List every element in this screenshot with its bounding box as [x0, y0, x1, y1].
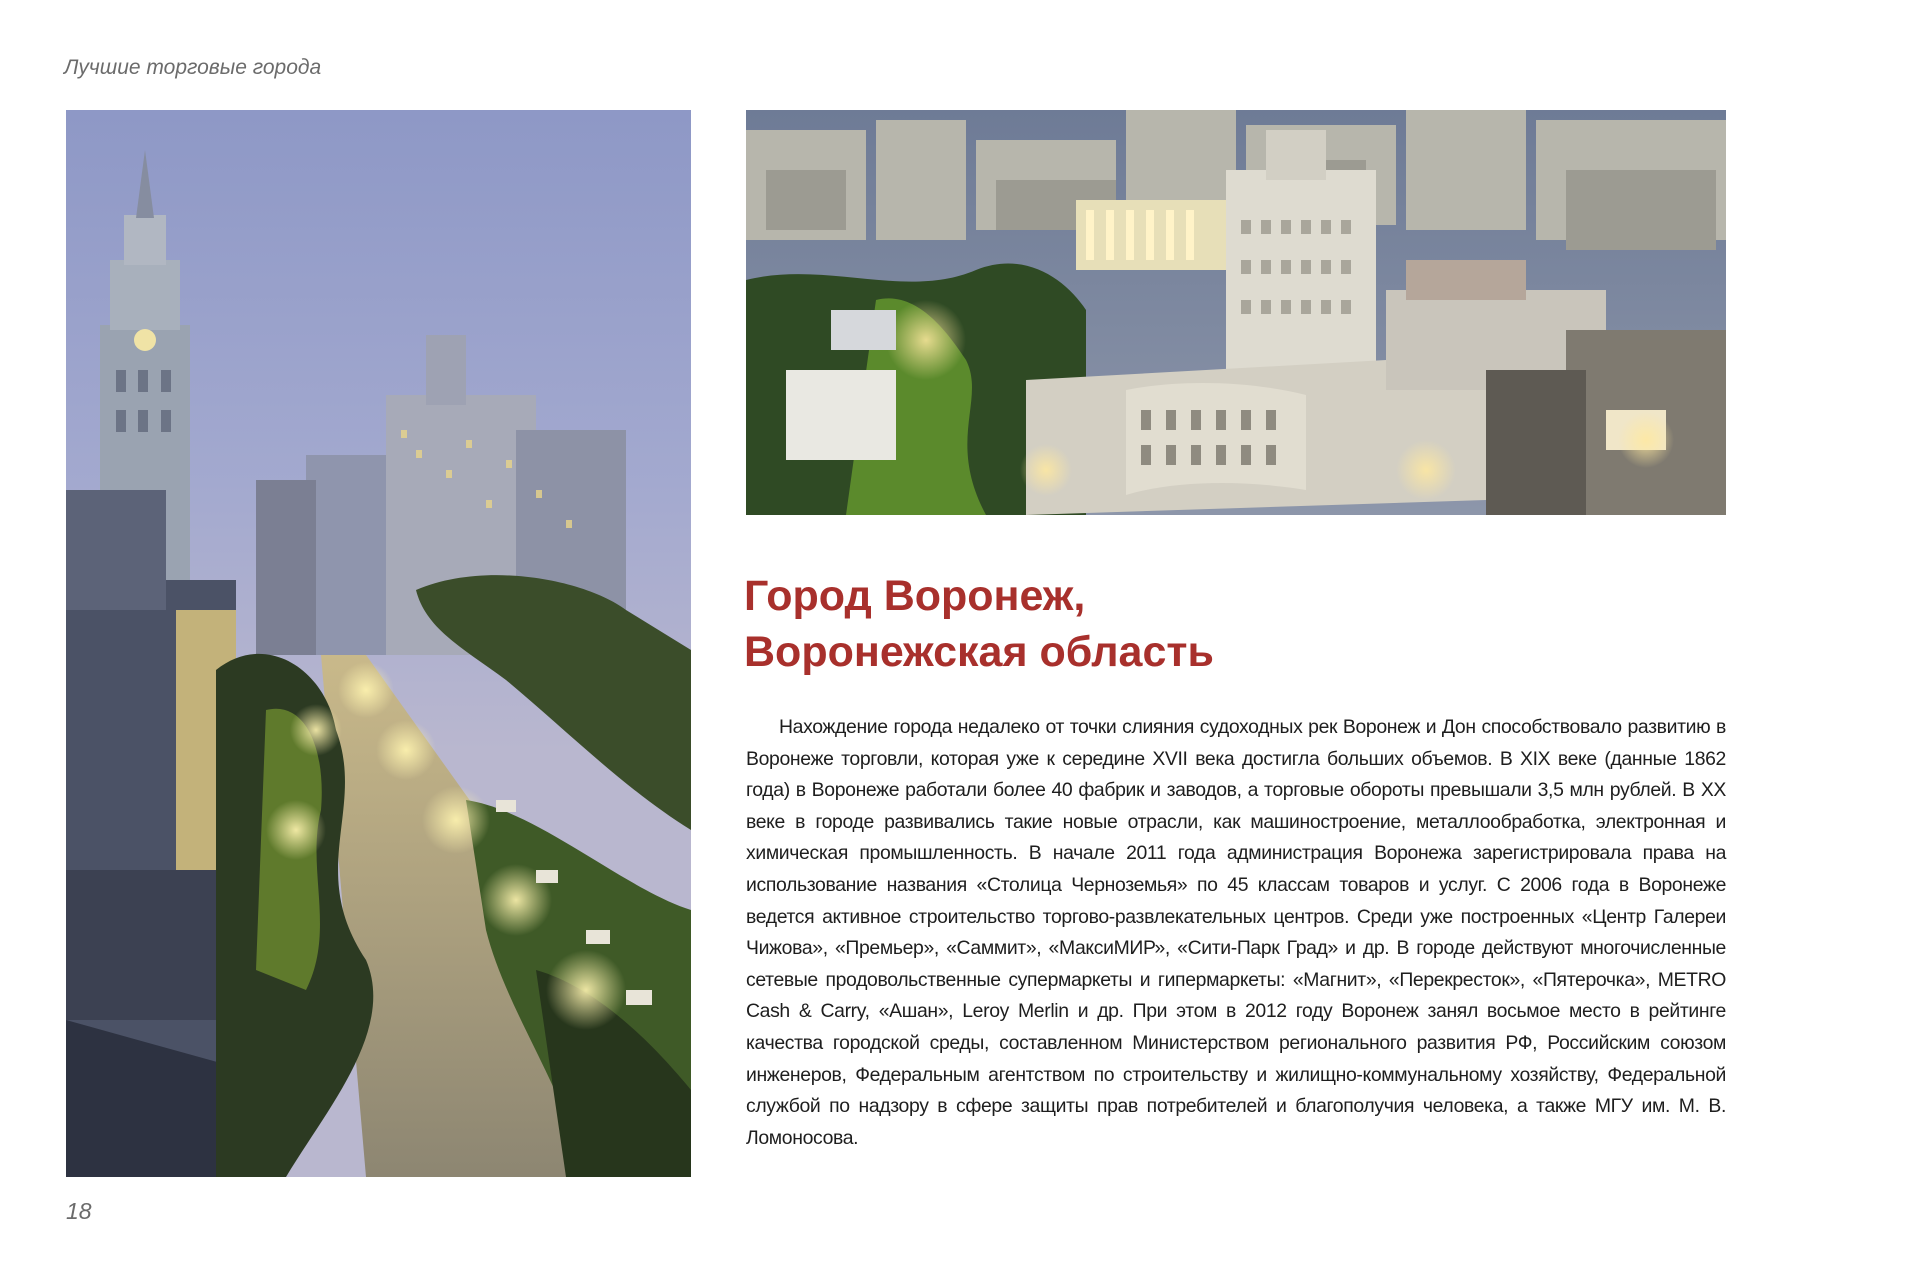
city-street-photo [66, 110, 691, 1177]
article-title-line-2: Воронежская область [744, 628, 1214, 676]
article-title [744, 568, 1744, 680]
running-head: Лучшие торговые города [64, 56, 322, 79]
article-body: Нахождение города недалеко от точки слияния судоходных рек Воронеж и Дон способствовало развитию в Воронеже торговли, которая уже к середине XVII века достигла больших объемов. В XIX веке (данные 1862 года) в Воронеже работали более 40 фабрик и заводов, а торговые обороты превышали 3,5 млн рублей. В XX веке в городе развивались такие новые отрасли, как машиностроение, металлообработка, электронная и химическая промышленность. В начале 2011 года администрация Воронежа зарегистрировала права на использование названия «Столица Черноземья» по 45 классам товаров и услуг. С 2006 года в Воронеже ведется активное строительство торгово-развлекательных центров. Среди уже построенных «Центр Галереи Чижова», «Премьер», «Саммит», «МаксиМИР», «Сити-Парк Град» и др. В городе действуют многочисленные сетевые продовольственные супермаркеты и гипермаркеты: «Магнит», «Перекресток», «Пятерочка», METRO Cash & Carry, «Ашан», Leroy Merlin и др. При этом в 2012 году Воронеж занял восьмое место в рейтинге качества городской среды, составленном Министерством регионального развития РФ, Российским союзом инженеров, Федеральным агентством по строительству и жилищно-коммунальному хозяйству, Федеральной службой по надзору в сфере защиты прав потребителей и благополучия человека, а также МГУ им. М. В. Ломоносова. [746, 716, 1726, 1149]
page-number: 18 [66, 1198, 92, 1224]
city-panorama-photo [746, 110, 1726, 515]
article-title-line-1: Город Воронеж, [744, 572, 1086, 620]
